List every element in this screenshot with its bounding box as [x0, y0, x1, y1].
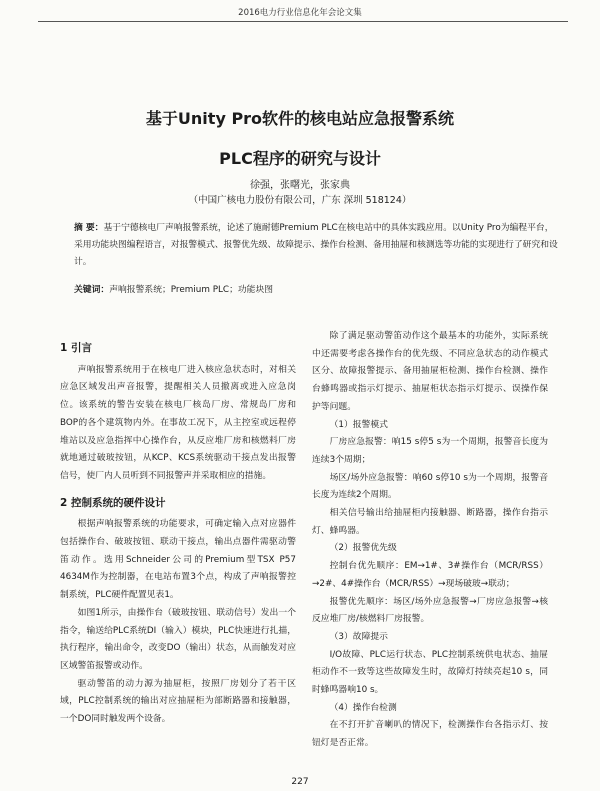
paper-title-line1: 基于Unity Pro软件的核电站应急报警系统 — [145, 109, 455, 128]
alarm-priority-heading: （2）报警优先级 — [329, 543, 397, 554]
alarm-mode-paragraph-3: 相关信号输出给抽屉柜内接触器、断路器，操作台指示灯、蜂鸣器。 — [312, 508, 548, 536]
right-intro-paragraph: 除了满足驱动警笛动作这个最基本的功能外，实际系统中还需要考虑各操作台的优先级、不同应急状态的动作模式区分、故障报警提示、备用抽屉柜检测、操作台检测、操作台蜂鸣器或指示灯提示、抽屉柜状态指示灯提示、误操作保护等问题。 — [312, 331, 548, 412]
section-2-paragraph-2: 如图1所示，由操作台（破玻按钮、联动信号）发出一个指令，输送给PLC系统DI（输入）模块，PLC快速进行扎描，执行程序，输出命令，改变DO（输出）状态，从而触发对应区域警笛报警或动作。 — [60, 607, 296, 671]
left-column — [60, 340, 296, 729]
section-2-heading: 2 控制系统的硬件设计 — [60, 496, 166, 509]
fault-hint-paragraph: I/O故障、PLC运行状态、PLC控制系统供电状态、抽屉柜动作不一致等这些故障发生时，故障灯持续亮起10 s，同时蜂鸣器响10 s。 — [312, 649, 548, 696]
console-check-heading: （4）操作台检测 — [329, 702, 397, 713]
paper-title-line2: PLC程序的研究与设计 — [219, 149, 381, 168]
section-2-paragraph-1: 根据声响报警系统的功能要求，可确定输入点对应器件包括操作台、破玻按钮、联动干接点，输出点器件需驱动警笛动作。选用Schneider公司的Premium型TSX P57 4634M作为控制器，在电站布置3个点，构成了声响报警控制系统，PLC硬件配置见表1。 — [60, 519, 296, 601]
section-2-paragraph-3: 驱动警笛的动力源为抽屉柜，按照厂房划分了若干区域，PLC控制系统的输出对应抽屉柜为部断路器和接触器，一个DO同时触发两个设备。 — [60, 678, 296, 725]
abstract — [74, 220, 562, 271]
keywords-text: 声响报警系统；Premium PLC；功能块图 — [109, 285, 274, 295]
header-rule — [38, 21, 568, 22]
section-1-heading: 1 引言 — [60, 342, 92, 354]
abstract-text: 基于宁德核电厂声响报警系统，论述了施耐德Premium PLC在核电站中的具体实践应用。以Unity Pro为编程平台，采用功能块图编程语言，对报警模式、报警优先级、故障提示、操作台检测、备用抽屉和核测选等功能的实现进行了研究和设计。 — [74, 223, 558, 267]
authors: 徐强，张曙光，张家典 — [250, 180, 350, 191]
fault-hint-heading: （3）故障提示 — [329, 631, 388, 642]
affiliation: （中国广核电力股份有限公司，广东 深圳 518124） — [188, 195, 412, 206]
header-text: 2016电力行业信息化年会论文集 — [238, 8, 362, 18]
running-header — [0, 0, 600, 18]
abstract-label: 摘 要： — [74, 223, 104, 233]
page-number: 227 — [291, 777, 309, 787]
alarm-mode-paragraph-1: 厂房应急报警：响15 s停5 s为一个周期，报警音长度为连续3个周期； — [312, 437, 548, 465]
keywords-label: 关键词： — [74, 285, 110, 295]
section-1-paragraph: 声响报警系统用于在核电厂进入核应急状态时，对相关应急区域发出声音报警，提醒相关人员撤离或进入应急岗位。该系统的警告安装在核电厂核岛厂房、常规岛厂房和BOP的各个建筑物内外。在事故工况下，从主控室或远程停堆站以及应急指挥中心操作台，从反应堆厂房和核燃料厂房就地通过破玻按钮，从KCP、KCS系统驱动干接点发出报警信号，使厂内人员听到不同报警声并采取相应的措施。 — [60, 364, 296, 481]
alarm-mode-heading: （1）报警模式 — [329, 419, 388, 430]
alarm-mode-paragraph-2: 场区/场外应急报警：响60 s停10 s为一个周期，报警音长度为连续2个周期。 — [312, 472, 548, 501]
keywords — [74, 282, 562, 295]
alarm-priority-paragraph-2: 报警优先顺序：场区/场外应急报警→厂房应急报警→核反应堆厂房/核燃料厂房报警。 — [312, 596, 548, 625]
console-check-paragraph: 在不打开扩音喇叭的情况下，检测操作台各指示灯、按钮灯是否正常。 — [312, 720, 548, 749]
right-column — [312, 328, 548, 753]
alarm-priority-paragraph-1: 控制台优先顺序：EM→1#、3#操作台（MCR/RSS）→2#、4#操作台（MCR/RSS）→现场破玻→联动； — [312, 561, 548, 589]
